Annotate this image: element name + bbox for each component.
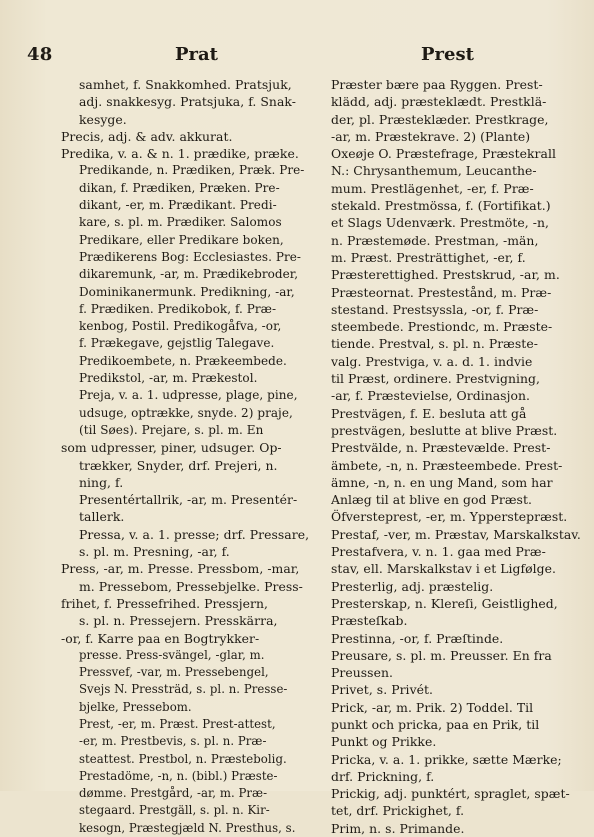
left-line: tallerk. — [79, 509, 125, 525]
right-line: Prickig, adj. punktért, spraglet, spæt- — [331, 786, 570, 802]
right-line: stestand. Prestsyssla, -or, f. Præ- — [331, 301, 539, 317]
right-line: drf. Prickning, f. — [331, 768, 435, 784]
left-line: Precis, adj. & adv. akkurat. — [61, 128, 233, 144]
left-line: frihet, f. Pressefrihed. Pressjern, — [61, 595, 268, 611]
right-line: Preussen. — [331, 665, 393, 681]
left-line: udsuge, optrække, snyde. 2) praje, — [79, 405, 293, 420]
left-line: m. Pressebom, Pressebjelke. Press- — [79, 578, 303, 594]
left-line: dikant, -er, m. Prædikant. Predi- — [79, 198, 277, 213]
left-line: Svejs N. Pressträd, s. pl. n. Presse- — [79, 682, 288, 697]
left-line: kenbog, Postil. Predikogåfva, -or, — [79, 319, 282, 334]
right-line: Prestafvera, v. n. 1. gaa med Præ- — [331, 544, 546, 560]
right-line: stekald. Prestmössa, f. (Fortifikat.) — [331, 198, 551, 214]
right-line: Præsteſkab. — [331, 613, 408, 629]
right-line: steembede. Prestiondc, m. Præste- — [331, 319, 553, 335]
right-line: m. Præst. Presträttighet, -er, f. — [331, 249, 526, 265]
right-line: prestvägen, beslutte at blive Præst. — [331, 422, 558, 438]
right-line: -ar, f. Præstevielse, Ordinasjon. — [331, 388, 531, 404]
right-line: n. Præstemøde. Prestman, -män, — [331, 232, 539, 248]
left-line: -or, f. Karre paa en Bogtrykker- — [61, 630, 260, 646]
left-line: Prest, -er, m. Præst. Prest-attest, — [79, 716, 276, 731]
page-header — [0, 44, 594, 68]
left-line: (til Søes). Prejare, s. pl. m. En — [79, 422, 264, 437]
left-line: presse. Press-svängel, -glar, m. — [79, 647, 265, 662]
left-line: dikaremunk, -ar, m. Prædikebroder, — [79, 267, 299, 282]
left-line: Prestadöme, -n, n. (bibl.) Præste- — [79, 768, 278, 783]
right-line: tiende. Prestval, s. pl. n. Præste- — [331, 336, 538, 352]
left-line: Prædikerens Bog: Ecclesiastes. Pre- — [79, 249, 301, 264]
right-line: Anlæg til at blive en god Præst. — [331, 492, 532, 508]
left-line: kesogn, Præstegjæld N. Presthus, s. — [79, 820, 296, 835]
right-line: Præsterettighed. Prestskrud, -ar, m. — [331, 267, 560, 283]
right-line: Öfversteprest, -er, m. Ypperstepræst. — [331, 509, 568, 525]
left-line: dikan, f. Prædiken, Præken. Pre- — [79, 180, 280, 195]
right-line: Punkt og Prikke. — [331, 734, 437, 750]
left-line: Predikande, n. Prædiken, Præk. Pre- — [79, 163, 305, 178]
left-line: Predika, v. a. & n. 1. prædike, præke. — [61, 146, 299, 162]
left-line: -er, m. Prestbevis, s. pl. n. Præ- — [79, 734, 267, 749]
left-running-head: Prat — [175, 44, 218, 65]
left-line: s. pl. n. Pressejern. Presskärra, — [79, 613, 278, 629]
left-line: Pressa, v. a. 1. presse; drf. Pressare, — [79, 526, 310, 542]
left-line: Press, -ar, m. Presse. Pressbom, -mar, — [61, 561, 300, 577]
left-line: samhet, f. Snakkomhed. Pratsjuk, — [79, 77, 292, 92]
right-line: stav, ell. Marskalkstav i et Ligfølge. — [331, 561, 557, 577]
right-line: valg. Prestviga, v. a. d. 1. indvie — [331, 353, 533, 369]
left-line: bjelke, Pressebom. — [79, 699, 192, 714]
right-line: Prim, n. s. Primande. — [331, 820, 465, 836]
left-column — [61, 76, 313, 837]
right-line: Presterskap, n. Klereſi, Geistlighed, — [331, 595, 558, 611]
right-line: Presterlig, adj. præstelig. — [331, 578, 494, 594]
left-line: Predikare, eller Predikare boken, — [79, 232, 284, 247]
right-line: Prick, -ar, m. Prik. 2) Toddel. Til — [331, 699, 534, 715]
left-line: dømme. Prestgård, -ar, m. Præ- — [79, 786, 268, 801]
left-line: Predikstol, -ar, m. Prækestol. — [79, 371, 258, 386]
right-line: Preusare, s. pl. m. Preusser. En fra — [331, 647, 552, 663]
right-line: Præster bære paa Ryggen. Prest- — [331, 77, 543, 92]
right-line: -ar, m. Præstekrave. 2) (Plante) — [331, 128, 531, 144]
right-line: Prestinna, -or, f. Præſtinde. — [331, 630, 504, 646]
right-line: der, pl. Præsteklæder. Prestkrage, — [331, 111, 549, 127]
right-line: Pricka, v. a. 1. prikke, sætte Mærke; — [331, 751, 562, 767]
left-line: Presentértallrik, -ar, m. Presentér- — [79, 492, 298, 508]
left-line: Preja, v. a. 1. udpresse, plage, pine, — [79, 388, 298, 403]
right-line: punkt och pricka, paa en Prik, til — [331, 716, 540, 732]
left-line: som udpresser, piner, udsuger. Op- — [61, 440, 282, 456]
left-line: steattest. Prestbol, n. Præstebolig. — [79, 751, 287, 766]
left-line: f. Prædiken. Predikobok, f. Præ- — [79, 301, 277, 316]
left-line: kare, s. pl. m. Prædiker. Salomos — [79, 215, 282, 230]
right-line: N.: Chrysanthemum, Leucanthe- — [331, 163, 537, 179]
left-line: f. Prækegave, gejstlig Talegave. — [79, 336, 275, 351]
left-line: trækker, Snyder, drf. Prejeri, n. — [79, 457, 278, 473]
right-line: Oxeøje O. Præstefrage, Præstekrall — [331, 146, 556, 162]
right-line: Prestaf, -ver, m. Præstav, Marskalkstav. — [331, 526, 581, 542]
right-line: tet, drf. Prickighet, f. — [331, 803, 465, 819]
left-line: kesyge. — [79, 111, 127, 127]
right-column — [331, 76, 583, 837]
right-line: Privet, s. Privét. — [331, 682, 434, 698]
left-line: s. pl. m. Presning, -ar, f. — [79, 544, 230, 560]
right-line: Prestvälde, n. Præstevælde. Prest- — [331, 440, 551, 456]
left-line: Predikoembete, n. Prækeembede. — [79, 353, 287, 368]
right-line: ämbete, -n, n. Præsteembede. Prest- — [331, 457, 563, 473]
page-number: 48 — [27, 44, 53, 65]
left-line: ning, f. — [79, 474, 124, 490]
left-line: Dominikanermunk. Predikning, -ar, — [79, 284, 295, 299]
right-line: mum. Prestlägenhet, -er, f. Præ- — [331, 180, 534, 196]
right-running-head: Prest — [421, 44, 474, 65]
right-line: klädd, adj. præsteklædt. Prestklä- — [331, 94, 547, 110]
right-line: Prestvägen, f. E. besluta att gå — [331, 405, 527, 421]
right-line: ämne, -n, n. en ung Mand, som har — [331, 474, 553, 490]
right-line: et Slags Udenværk. Prestmöte, -n, — [331, 215, 550, 231]
left-line: adj. snakkesyg. Pratsjuka, f. Snak- — [79, 94, 296, 110]
left-line: Pressvef, -var, m. Pressebengel, — [79, 665, 269, 680]
left-line: stegaard. Prestgäll, s. pl. n. Kir- — [79, 803, 270, 818]
right-line: til Præst, ordinere. Prestvigning, — [331, 371, 541, 387]
right-line: Præsteornat. Prestestånd, m. Præ- — [331, 284, 552, 300]
